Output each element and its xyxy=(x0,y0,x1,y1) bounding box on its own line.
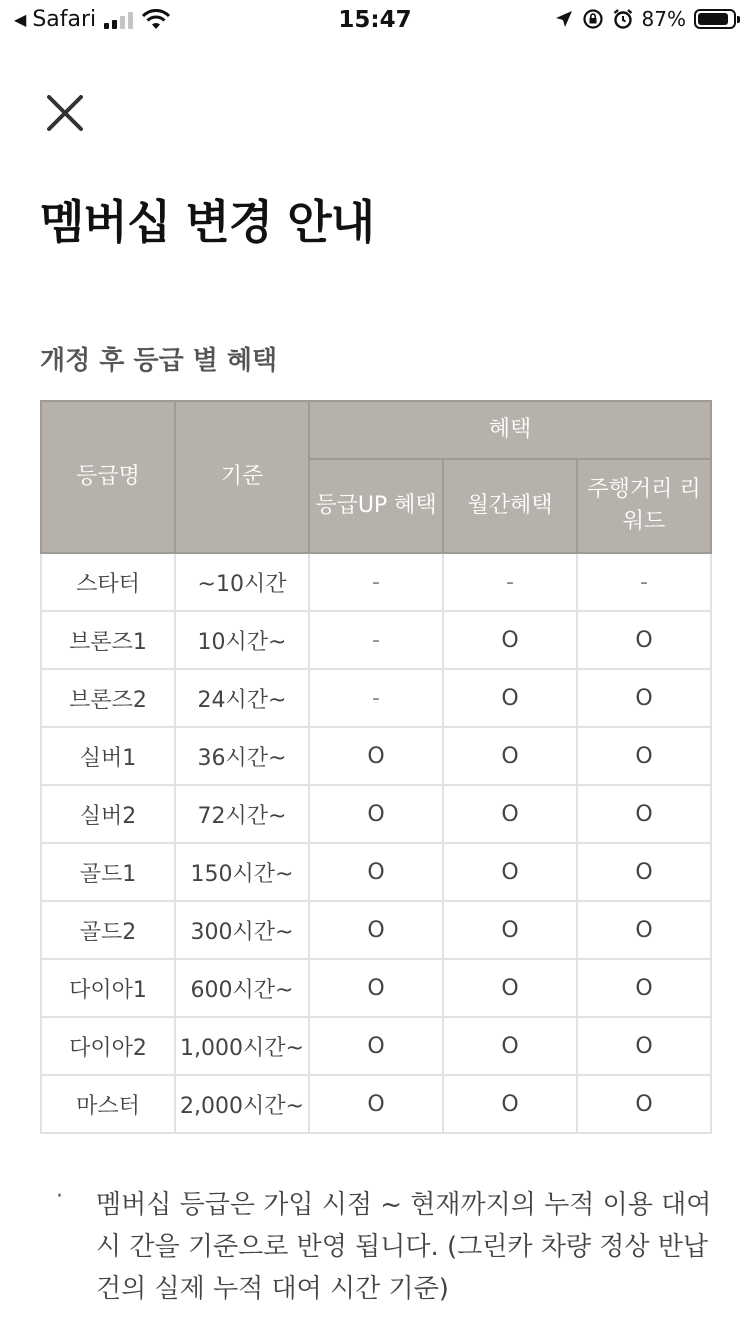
benefit-cell: O xyxy=(309,959,443,1017)
grade-cell: 다이아2 xyxy=(41,1017,175,1075)
status-bar xyxy=(0,0,750,40)
table-row xyxy=(41,843,711,901)
section-title: 개정 후 등급 별 혜택 xyxy=(40,346,278,376)
benefit-cell: O xyxy=(309,785,443,843)
benefit-cell: O xyxy=(577,1017,711,1075)
criteria-cell: 24시간~ xyxy=(175,669,309,727)
header-criteria: 기준 xyxy=(175,401,309,553)
benefit-cell: O xyxy=(309,727,443,785)
header-grade: 등급명 xyxy=(41,401,175,553)
benefit-cell: O xyxy=(309,901,443,959)
criteria-cell: 600시간~ xyxy=(175,959,309,1017)
benefit-cell: O xyxy=(443,959,577,1017)
grade-cell: 다이아1 xyxy=(41,959,175,1017)
benefit-cell: O xyxy=(577,843,711,901)
criteria-cell: 10시간~ xyxy=(175,611,309,669)
benefit-cell: O xyxy=(443,785,577,843)
battery-percent: 87% xyxy=(641,7,686,31)
grade-cell: 실버2 xyxy=(41,785,175,843)
header-benefit-monthly: 월간혜택 xyxy=(443,459,577,553)
benefit-cell: O xyxy=(443,611,577,669)
grade-benefits-table xyxy=(40,400,712,1134)
grade-cell: 스타터 xyxy=(41,553,175,611)
benefit-cell: O xyxy=(443,1075,577,1133)
benefit-cell: - xyxy=(577,553,711,611)
grade-cell: 마스터 xyxy=(41,1075,175,1133)
back-to-app-label[interactable]: Safari xyxy=(32,7,97,32)
grade-cell: 브론즈2 xyxy=(41,669,175,727)
benefit-cell: - xyxy=(309,611,443,669)
table-row xyxy=(41,669,711,727)
benefit-cell: O xyxy=(443,1017,577,1075)
grade-cell: 골드2 xyxy=(41,901,175,959)
close-button[interactable] xyxy=(40,88,90,138)
status-bar-right xyxy=(554,7,736,31)
benefit-cell: O xyxy=(577,611,711,669)
criteria-cell: ~10시간 xyxy=(175,553,309,611)
benefit-cell: O xyxy=(309,1017,443,1075)
criteria-cell: 150시간~ xyxy=(175,843,309,901)
note-text: 멤버십 등급은 가입 시점 ~ 현재까지의 누적 이용 대여 시 간을 기준으로 반영 됩니다. (그린카 차량 정상 반납 건의 실제 누적 대여 시간 기준) xyxy=(96,1190,712,1304)
criteria-cell: 72시간~ xyxy=(175,785,309,843)
benefit-cell: O xyxy=(577,959,711,1017)
back-to-app-icon[interactable]: ◀ xyxy=(14,10,27,29)
table-row xyxy=(41,959,711,1017)
criteria-cell: 1,000시간~ xyxy=(175,1017,309,1075)
header-benefit-grade-up: 등급UP 혜택 xyxy=(309,459,443,553)
table-row xyxy=(41,553,711,611)
table-row xyxy=(41,785,711,843)
benefit-cell: O xyxy=(577,901,711,959)
note xyxy=(56,1184,716,1310)
header-benefit-group: 혜택 xyxy=(309,401,711,459)
benefit-cell: O xyxy=(443,843,577,901)
table-header xyxy=(41,401,711,553)
benefit-cell: O xyxy=(577,785,711,843)
benefit-cell: O xyxy=(577,727,711,785)
grade-cell: 실버1 xyxy=(41,727,175,785)
close-icon xyxy=(40,88,90,138)
benefit-cell: O xyxy=(577,669,711,727)
alarm-icon xyxy=(612,8,634,30)
page-title: 멤버십 변경 안내 xyxy=(40,195,375,249)
benefit-cell: O xyxy=(443,727,577,785)
note-bullet: · xyxy=(56,1184,63,1209)
table-body xyxy=(41,553,711,1133)
benefit-cell: O xyxy=(443,901,577,959)
table-row xyxy=(41,901,711,959)
table-row xyxy=(41,611,711,669)
battery-tip xyxy=(737,16,740,23)
benefit-cell: O xyxy=(443,669,577,727)
benefit-cell: O xyxy=(309,843,443,901)
criteria-cell: 2,000시간~ xyxy=(175,1075,309,1133)
battery-icon xyxy=(694,9,736,29)
benefit-cell: - xyxy=(309,553,443,611)
location-arrow-icon xyxy=(554,9,574,29)
benefit-cell: O xyxy=(577,1075,711,1133)
battery-level xyxy=(698,13,728,25)
grade-cell: 골드1 xyxy=(41,843,175,901)
header-benefit-mileage-reward: 주행거리 리워드 xyxy=(577,459,711,553)
criteria-cell: 300시간~ xyxy=(175,901,309,959)
status-time: 15:47 xyxy=(338,7,412,33)
criteria-cell: 36시간~ xyxy=(175,727,309,785)
benefit-cell: O xyxy=(309,1075,443,1133)
benefit-cell: - xyxy=(443,553,577,611)
benefit-cell: - xyxy=(309,669,443,727)
table-row xyxy=(41,1075,711,1133)
rotation-lock-icon xyxy=(582,8,604,30)
grade-cell: 브론즈1 xyxy=(41,611,175,669)
table-row xyxy=(41,727,711,785)
table-row xyxy=(41,1017,711,1075)
